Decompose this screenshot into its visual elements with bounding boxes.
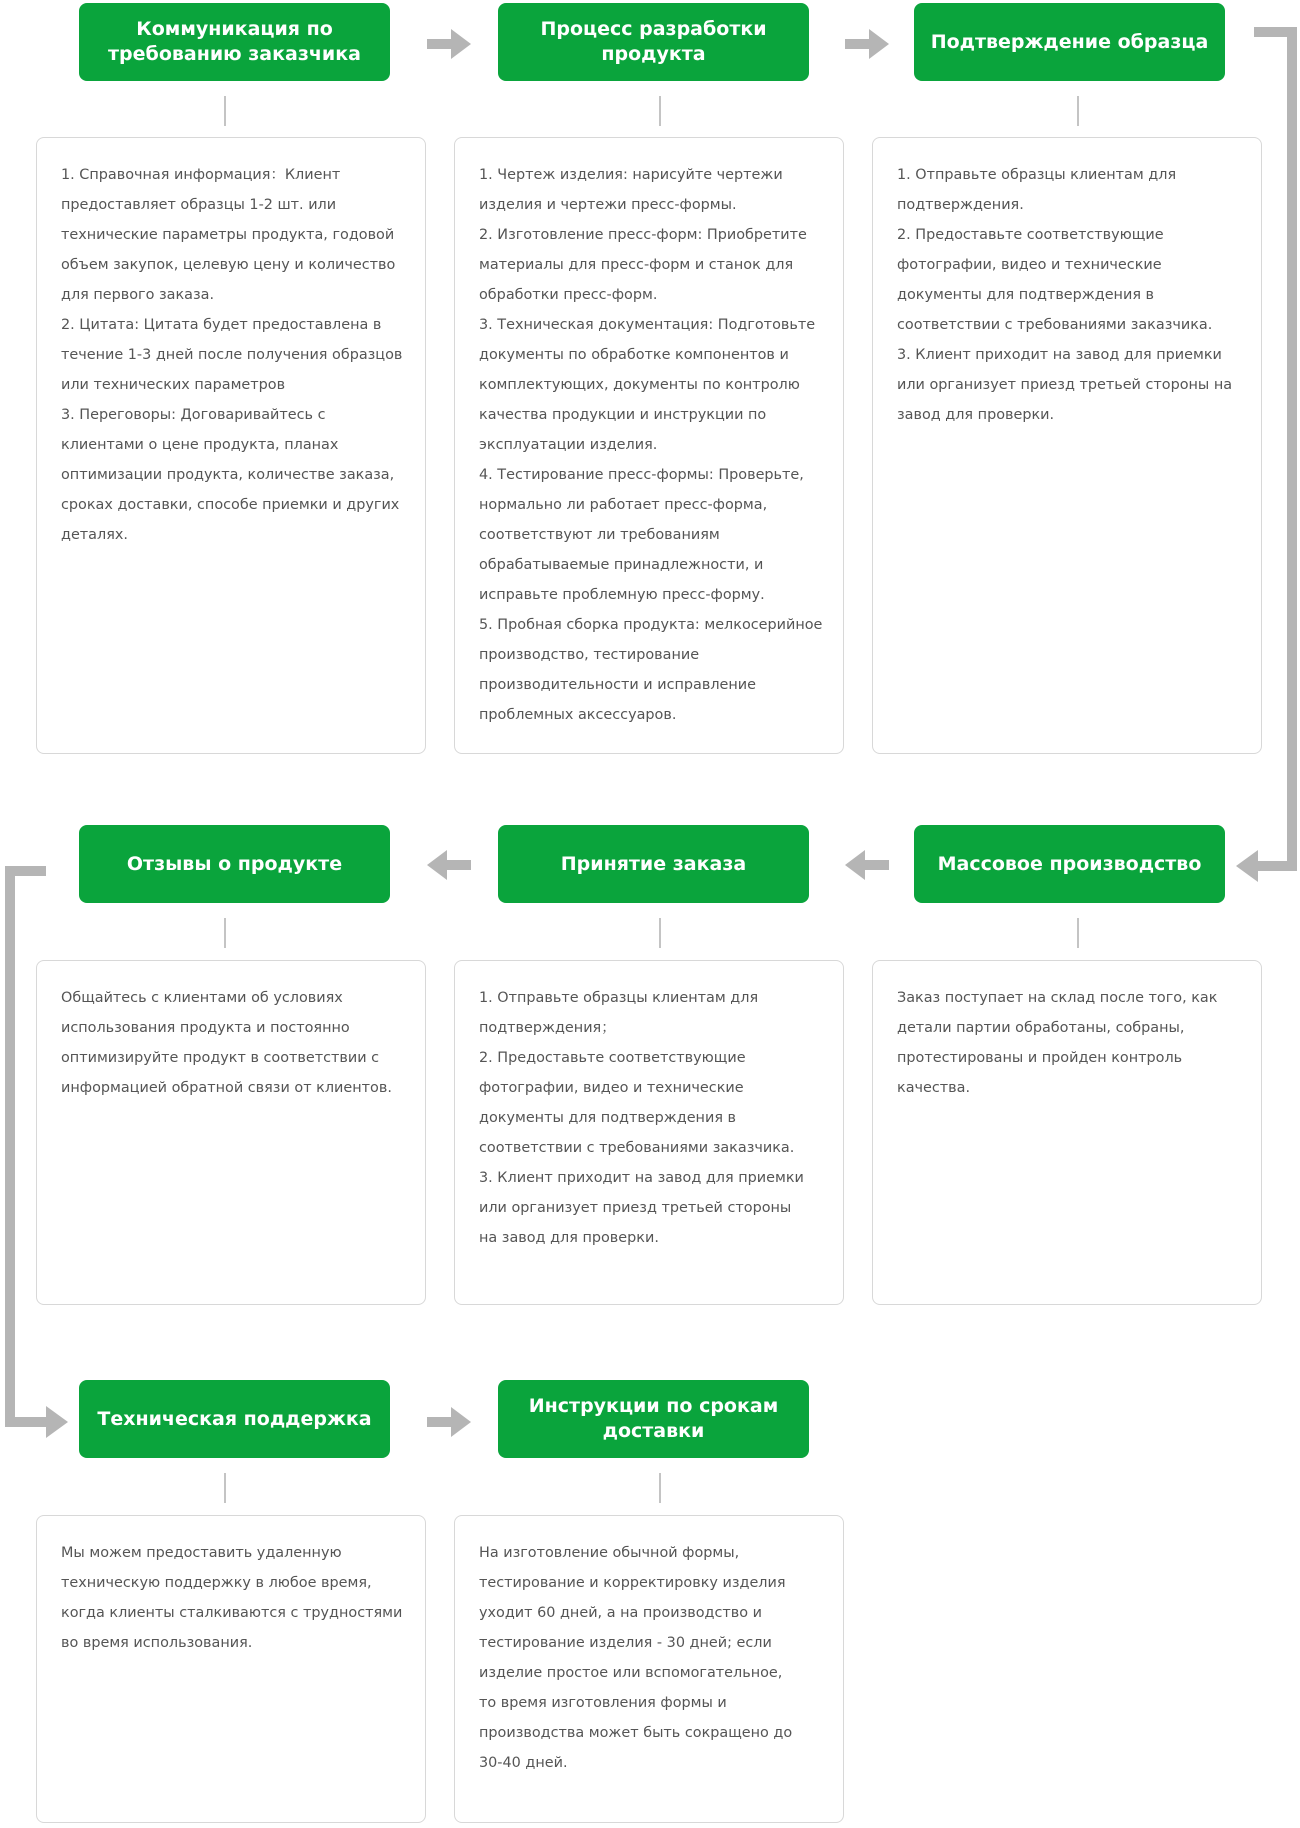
description-line: 3. Техническая документация: Подготовьте <box>479 317 816 333</box>
description-line: изделие простое или вспомогательное, <box>479 1665 783 1681</box>
description-line: нормально ли работает пресс-форма, <box>479 497 768 513</box>
description-line: 1. Отправьте образцы клиентам для <box>897 167 1177 183</box>
description-line: информацией обратной связи от клиентов. <box>61 1080 392 1096</box>
description-line: течение 1-3 дней после получения образцов <box>61 347 403 363</box>
step-title: Процесс разработки продукта <box>540 18 767 65</box>
description-line: или организует приезд третьей стороны <box>479 1200 792 1216</box>
step-title: Техническая поддержка <box>97 1407 372 1430</box>
description-line: 2. Предоставьте соответствующие <box>897 227 1164 243</box>
vertical-connector <box>1077 96 1079 126</box>
description-line: технические параметры продукта, годовой <box>61 227 395 243</box>
description-line: 2. Предоставьте соответствующие <box>479 1050 746 1066</box>
description-line: Заказ поступает на склад после того, как <box>897 990 1218 1006</box>
arrow-right-icon <box>845 29 889 59</box>
step-order-acceptance <box>498 825 809 903</box>
description-line: 1. Отправьте образцы клиентам для <box>479 990 759 1006</box>
description-line: подтверждения. <box>897 197 1024 213</box>
description-line: производительности и исправление <box>479 677 756 693</box>
vertical-connector <box>224 96 226 126</box>
description-line: деталях. <box>61 527 128 543</box>
description-line: завод для проверки. <box>897 407 1055 423</box>
step-title: Инструкции по срокам доставки <box>528 1395 779 1442</box>
description-line: оптимизируйте продукт в соответствии с <box>61 1050 380 1066</box>
description-line: во время использования. <box>61 1635 253 1651</box>
description-line: когда клиенты сталкиваются с трудностями <box>61 1605 403 1621</box>
description-line: тестирование и корректировку изделия <box>479 1575 786 1591</box>
description-line: документы для подтверждения в <box>479 1110 737 1126</box>
description-line: На изготовление обычной формы, <box>479 1545 740 1561</box>
description-line: оптимизации продукта, количестве заказа, <box>61 467 395 483</box>
description-line: для первого заказа. <box>61 287 215 303</box>
step-product-development <box>498 3 809 81</box>
description-line: качества продукции и инструкции по <box>479 407 767 423</box>
description-line: производства может быть сокращено до <box>479 1725 793 1741</box>
description-line: фотографии, видео и технические <box>479 1080 744 1096</box>
description-line: 1. Чертеж изделия: нарисуйте чертежи <box>479 167 783 183</box>
description-line: 1. Справочная информация：Клиент <box>61 167 341 183</box>
step-customer-communication <box>79 3 390 81</box>
description-line: 5. Пробная сборка продукта: мелкосерийное <box>479 617 823 633</box>
card-sample-confirmation <box>872 137 1262 754</box>
description-line: техническую поддержку в любое время, <box>61 1575 372 1591</box>
description-line: использования продукта и постоянно <box>61 1020 350 1036</box>
card-product-feedback <box>36 960 426 1305</box>
description-line: на завод для проверки. <box>479 1230 659 1246</box>
step-product-feedback <box>79 825 390 903</box>
description-line: детали партии обработаны, собраны, <box>897 1020 1185 1036</box>
description-line: подтверждения； <box>479 1020 616 1036</box>
description-line: обработки пресс-форм. <box>479 287 658 303</box>
description-line: материалы для пресс-форм и станок для <box>479 257 794 273</box>
description-line: Мы можем предоставить удаленную <box>61 1545 342 1561</box>
description-line: соответствии с требованиями заказчика. <box>897 317 1213 333</box>
step-title: Коммуникация по требованию заказчика <box>108 18 361 65</box>
vertical-connector <box>659 96 661 126</box>
connector-left-arrowhead <box>46 1406 68 1438</box>
description-line: документы для подтверждения в <box>897 287 1155 303</box>
step-sample-confirmation <box>914 3 1225 81</box>
arrow-left-icon <box>427 850 471 880</box>
description-line: изделия и чертежи пресс-формы. <box>479 197 737 213</box>
description-line: соответствуют ли требованиям <box>479 527 720 543</box>
description-line: исправьте проблемную пресс-форму. <box>479 587 765 603</box>
description-line: качества. <box>897 1080 971 1096</box>
description-line: 2. Изготовление пресс-форм: Приобретите <box>479 227 807 243</box>
vertical-connector <box>659 1473 661 1503</box>
step-delivery-terms <box>498 1380 809 1458</box>
description-line: предоставляет образцы 1-2 шт. или <box>61 197 337 213</box>
description-line: фотографии, видео и технические <box>897 257 1162 273</box>
step-title: Принятие заказа <box>560 852 747 875</box>
description-line: обрабатываемые принадлежности, и <box>479 557 764 573</box>
description-line: 2. Цитата: Цитата будет предоставлена в <box>61 317 382 333</box>
description-line: соответствии с требованиями заказчика. <box>479 1140 795 1156</box>
description-line: уходит 60 дней, а на производство и <box>479 1605 762 1621</box>
step-mass-production <box>914 825 1225 903</box>
description-line: объем закупок, целевую цену и количество <box>61 257 396 273</box>
card-delivery-terms <box>454 1515 844 1823</box>
description-line: 4. Тестирование пресс-формы: Проверьте, <box>479 467 804 483</box>
arrow-right-icon <box>427 1407 471 1437</box>
description-line: то время изготовления формы и <box>479 1695 727 1711</box>
arrow-left-icon <box>845 850 889 880</box>
description-line: Общайтесь с клиентами об условиях <box>61 990 343 1006</box>
step-title: Массовое производство <box>937 852 1202 875</box>
connector-right-arrowhead <box>1236 850 1258 882</box>
description-line: или организует приезд третьей стороны на <box>897 377 1233 393</box>
description-line: 3. Клиент приходит на завод для приемки <box>479 1170 804 1186</box>
description-line: 3. Клиент приходит на завод для приемки <box>897 347 1222 363</box>
description-line: производство, тестирование <box>479 647 700 663</box>
description-line: 3. Переговоры: Договаривайтесь с <box>61 407 326 423</box>
description-line: проблемных аксессуаров. <box>479 707 677 723</box>
step-title: Отзывы о продукте <box>126 852 343 875</box>
description-line: документы по обработке компонентов и <box>479 347 789 363</box>
card-customer-communication <box>36 137 426 754</box>
card-technical-support <box>36 1515 426 1823</box>
card-mass-production <box>872 960 1262 1305</box>
description-line: протестированы и пройден контроль <box>897 1050 1183 1066</box>
vertical-connector <box>659 918 661 948</box>
vertical-connector <box>1077 918 1079 948</box>
description-line: эксплуатации изделия. <box>479 437 658 453</box>
description-line: комплектующих, документы по контролю <box>479 377 800 393</box>
description-line: клиентами о цене продукта, планах <box>61 437 339 453</box>
step-technical-support <box>79 1380 390 1458</box>
vertical-connector <box>224 918 226 948</box>
description-line: тестирование изделия - 30 дней; если <box>479 1635 772 1651</box>
description-line: сроках доставки, способе приемки и других <box>61 497 400 513</box>
vertical-connector <box>224 1473 226 1503</box>
arrow-right-icon <box>427 29 471 59</box>
card-order-acceptance <box>454 960 844 1305</box>
description-line: 30-40 дней. <box>479 1755 568 1771</box>
card-product-development <box>454 137 844 754</box>
description-line: или технических параметров <box>61 377 286 393</box>
step-title: Подтверждение образца <box>930 30 1209 53</box>
